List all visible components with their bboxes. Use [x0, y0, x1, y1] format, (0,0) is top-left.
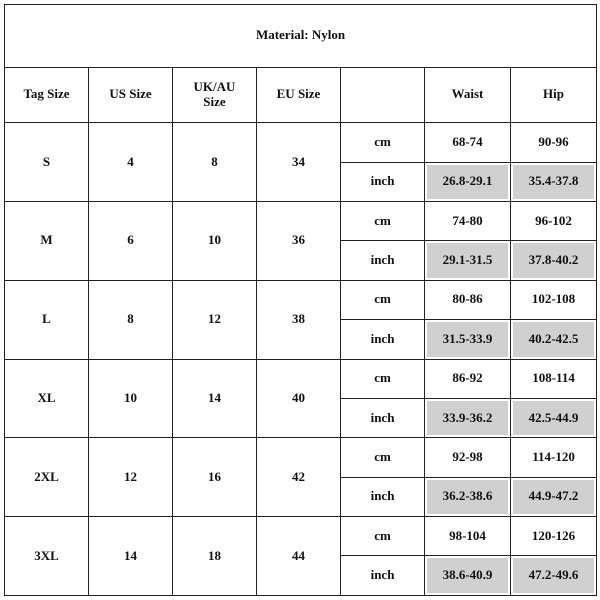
- tag-size-cell: XL: [5, 359, 89, 438]
- hip-inch-cell: 35.4-37.8: [511, 162, 597, 201]
- size-row-cm: [5, 359, 597, 398]
- waist-inch-cell: 36.2-38.6: [425, 477, 511, 516]
- tag-size-cell: L: [5, 280, 89, 359]
- header-row: [5, 67, 597, 123]
- tag-size-cell: M: [5, 201, 89, 280]
- hip-cm-cell: 102-108: [511, 280, 597, 319]
- us-size-cell: 12: [89, 438, 173, 517]
- waist-cm-cell: 68-74: [425, 123, 511, 162]
- unit-cm-cell: cm: [341, 201, 425, 240]
- unit-cm-cell: cm: [341, 280, 425, 319]
- eu-size-cell: 38: [257, 280, 341, 359]
- eu-size-cell: 40: [257, 359, 341, 438]
- waist-inch-cell: 26.8-29.1: [425, 162, 511, 201]
- waist-cm-cell: 98-104: [425, 517, 511, 556]
- size-row-cm: [5, 517, 597, 556]
- unit-inch-cell: inch: [341, 241, 425, 280]
- unit-cm-cell: cm: [341, 517, 425, 556]
- tag-size-cell: 2XL: [5, 438, 89, 517]
- unit-cm-cell: cm: [341, 438, 425, 477]
- size-row-cm: [5, 123, 597, 162]
- waist-inch-cell: 31.5-33.9: [425, 320, 511, 359]
- uk-au-size-cell: 14: [173, 359, 257, 438]
- hip-cm-cell: 108-114: [511, 359, 597, 398]
- hip-inch-cell: 44.9-47.2: [511, 477, 597, 516]
- header-eu-size: EU Size: [257, 67, 341, 123]
- unit-inch-cell: inch: [341, 477, 425, 516]
- uk-au-size-cell: 16: [173, 438, 257, 517]
- us-size-cell: 8: [89, 280, 173, 359]
- hip-cm-cell: 90-96: [511, 123, 597, 162]
- hip-cm-cell: 120-126: [511, 517, 597, 556]
- title-row: [5, 5, 597, 68]
- unit-cm-cell: cm: [341, 359, 425, 398]
- header-unit: [341, 67, 425, 123]
- tag-size-cell: 3XL: [5, 517, 89, 596]
- waist-cm-cell: 80-86: [425, 280, 511, 319]
- header-uk-au-size-line1: UK/AU: [193, 78, 236, 94]
- hip-cm-cell: 114-120: [511, 438, 597, 477]
- header-uk-au-size-line2: Size: [203, 93, 226, 109]
- unit-inch-cell: inch: [341, 320, 425, 359]
- unit-inch-cell: inch: [341, 556, 425, 596]
- size-chart-body: [5, 5, 597, 596]
- header-waist: Waist: [425, 67, 511, 123]
- eu-size-cell: 42: [257, 438, 341, 517]
- hip-cm-cell: 96-102: [511, 201, 597, 240]
- uk-au-size-cell: 12: [173, 280, 257, 359]
- unit-inch-cell: inch: [341, 398, 425, 437]
- eu-size-cell: 44: [257, 517, 341, 596]
- hip-inch-cell: 42.5-44.9: [511, 398, 597, 437]
- uk-au-size-cell: 18: [173, 517, 257, 596]
- us-size-cell: 10: [89, 359, 173, 438]
- waist-inch-cell: 33.9-36.2: [425, 398, 511, 437]
- waist-cm-cell: 74-80: [425, 201, 511, 240]
- hip-inch-cell: 47.2-49.6: [511, 556, 597, 596]
- waist-inch-cell: 29.1-31.5: [425, 241, 511, 280]
- unit-cm-cell: cm: [341, 123, 425, 162]
- header-uk-au-size: [173, 67, 257, 123]
- uk-au-size-cell: 8: [173, 123, 257, 202]
- us-size-cell: 14: [89, 517, 173, 596]
- uk-au-size-cell: 10: [173, 201, 257, 280]
- us-size-cell: 4: [89, 123, 173, 202]
- waist-cm-cell: 92-98: [425, 438, 511, 477]
- header-hip: Hip: [511, 67, 597, 123]
- size-row-cm: [5, 280, 597, 319]
- eu-size-cell: 36: [257, 201, 341, 280]
- eu-size-cell: 34: [257, 123, 341, 202]
- header-us-size: US Size: [89, 67, 173, 123]
- size-row-cm: [5, 438, 597, 477]
- chart-title: Material: Nylon: [5, 5, 597, 68]
- tag-size-cell: S: [5, 123, 89, 202]
- waist-cm-cell: 86-92: [425, 359, 511, 398]
- hip-inch-cell: 37.8-40.2: [511, 241, 597, 280]
- size-row-cm: [5, 201, 597, 240]
- size-chart-table: [4, 4, 597, 596]
- us-size-cell: 6: [89, 201, 173, 280]
- waist-inch-cell: 38.6-40.9: [425, 556, 511, 596]
- hip-inch-cell: 40.2-42.5: [511, 320, 597, 359]
- header-tag-size: Tag Size: [5, 67, 89, 123]
- unit-inch-cell: inch: [341, 162, 425, 201]
